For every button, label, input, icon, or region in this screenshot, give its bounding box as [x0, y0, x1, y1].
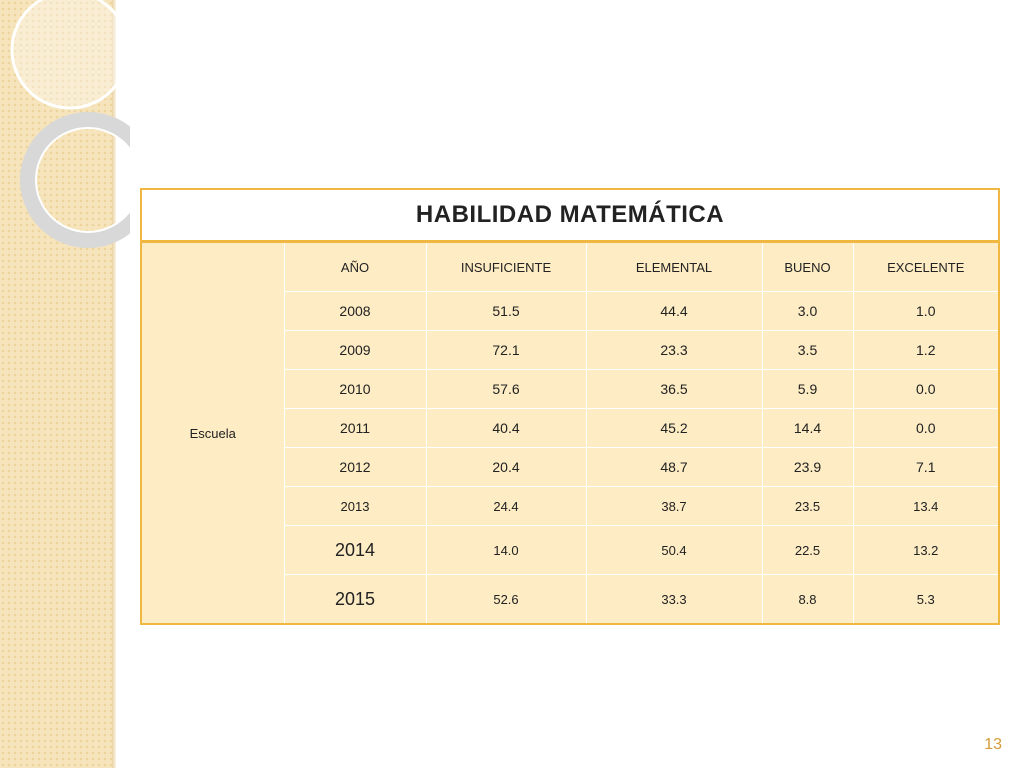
- year-cell: 2014: [284, 526, 426, 575]
- table-cell: 23.5: [762, 487, 853, 526]
- table-cell: 24.4: [426, 487, 586, 526]
- table-title: HABILIDAD MATEMÁTICA: [141, 189, 999, 242]
- table-cell: 5.9: [762, 370, 853, 409]
- column-header: AÑO: [284, 242, 426, 292]
- table-cell: 8.8: [762, 575, 853, 625]
- decorative-ring-large: [12, 0, 128, 108]
- table-cell: 44.4: [586, 292, 762, 331]
- table-cell: 0.0: [853, 370, 999, 409]
- column-header: BUENO: [762, 242, 853, 292]
- table-cell: 48.7: [586, 448, 762, 487]
- decorative-ring-inner: [36, 128, 130, 232]
- table-cell: 14.4: [762, 409, 853, 448]
- table-cell: 36.5: [586, 370, 762, 409]
- year-cell: 2015: [284, 575, 426, 625]
- side-label-escuela: Escuela: [141, 242, 284, 625]
- table-cell: 57.6: [426, 370, 586, 409]
- table-cell: 14.0: [426, 526, 586, 575]
- table-cell: 23.3: [586, 331, 762, 370]
- table-cell: 7.1: [853, 448, 999, 487]
- year-cell: 2009: [284, 331, 426, 370]
- table-cell: 38.7: [586, 487, 762, 526]
- table-cell: 5.3: [853, 575, 999, 625]
- decorative-rings-graphic: [0, 0, 130, 260]
- decorative-ring-gray: [28, 120, 130, 240]
- table-cell: 13.2: [853, 526, 999, 575]
- table-cell: 50.4: [586, 526, 762, 575]
- table-cell: 3.5: [762, 331, 853, 370]
- column-header: ELEMENTAL: [586, 242, 762, 292]
- table-cell: 0.0: [853, 409, 999, 448]
- table-cell: 1.0: [853, 292, 999, 331]
- table-cell: 13.4: [853, 487, 999, 526]
- table-cell: 1.2: [853, 331, 999, 370]
- table-cell: 23.9: [762, 448, 853, 487]
- table-cell: 52.6: [426, 575, 586, 625]
- table-cell: 40.4: [426, 409, 586, 448]
- table-cell: 20.4: [426, 448, 586, 487]
- table-container: [140, 188, 998, 625]
- year-cell: 2010: [284, 370, 426, 409]
- table-cell: 33.3: [586, 575, 762, 625]
- table-cell: 22.5: [762, 526, 853, 575]
- year-cell: 2008: [284, 292, 426, 331]
- table-cell: 45.2: [586, 409, 762, 448]
- table-cell: 72.1: [426, 331, 586, 370]
- year-cell: 2012: [284, 448, 426, 487]
- table-cell: 3.0: [762, 292, 853, 331]
- column-header: EXCELENTE: [853, 242, 999, 292]
- math-skills-table: [140, 188, 1000, 625]
- column-header: INSUFICIENTE: [426, 242, 586, 292]
- year-cell: 2013: [284, 487, 426, 526]
- year-cell: 2011: [284, 409, 426, 448]
- table-cell: 51.5: [426, 292, 586, 331]
- page-number: 13: [984, 736, 1002, 753]
